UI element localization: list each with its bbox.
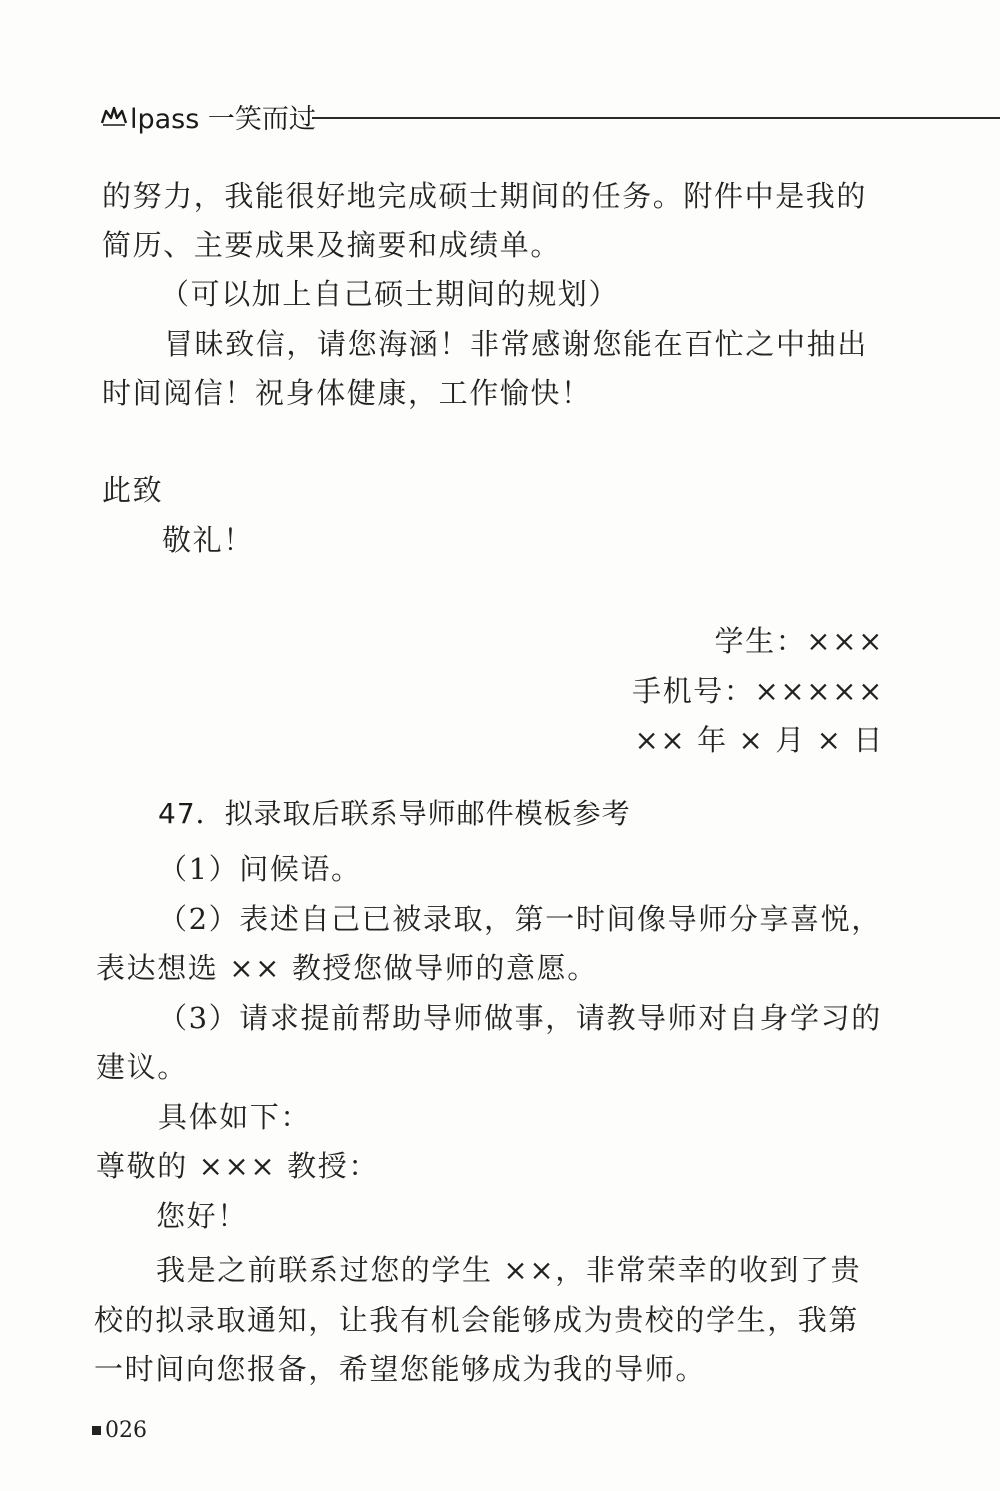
- signature-phone: 手机号：×××××: [632, 674, 884, 708]
- text-line: 的努力，我能很好地完成硕士期间的任务。附件中是我的: [102, 179, 868, 213]
- list-item: 建议。: [96, 1050, 188, 1084]
- section-heading: 47．拟录取后联系导师邮件模板参考: [158, 797, 631, 830]
- header-divider: [312, 117, 1000, 119]
- page-footer: [92, 1418, 147, 1443]
- salutation: 尊敬的 ××× 教授：: [96, 1149, 379, 1183]
- closing-line: 敬礼！: [162, 523, 254, 557]
- text-line: （可以加上自己硕士期间的规划）: [160, 277, 620, 311]
- square-bullet-icon: [92, 1426, 101, 1435]
- running-header: [100, 96, 316, 136]
- page-number: 026: [105, 1418, 147, 1443]
- brand-title: lpass 一笑而过: [130, 103, 316, 135]
- list-item: 表达想选 ×× 教授您做导师的意愿。: [96, 951, 598, 985]
- signature-date: ×× 年 × 月 × 日: [634, 723, 884, 757]
- text-line: 我是之前联系过您的学生 ××，非常荣幸的收到了贵: [156, 1253, 862, 1287]
- list-item: （1）问候语。: [158, 852, 362, 886]
- crown-logo-icon: [100, 105, 128, 127]
- text-line: 一时间向您报备，希望您能够成为我的导师。: [94, 1352, 707, 1386]
- text-line: 校的拟录取通知，让我有机会能够成为贵校的学生，我第: [94, 1303, 860, 1337]
- signature-student: 学生：×××: [714, 624, 884, 658]
- text-line: 冒昧致信，请您海涵！非常感谢您能在百忙之中抽出: [164, 327, 868, 361]
- greeting: 您好！: [156, 1199, 248, 1233]
- list-item: （3）请求提前帮助导师做事，请教导师对自身学习的: [158, 1001, 882, 1035]
- text-line: 简历、主要成果及摘要和成绩单。: [102, 228, 562, 262]
- list-item: （2）表述自己已被录取，第一时间像导师分享喜悦，: [158, 902, 882, 936]
- closing-line: 此致: [102, 473, 164, 507]
- text-line: 时间阅信！祝身体健康，工作愉快！: [102, 376, 592, 410]
- text-line: 具体如下：: [158, 1100, 312, 1134]
